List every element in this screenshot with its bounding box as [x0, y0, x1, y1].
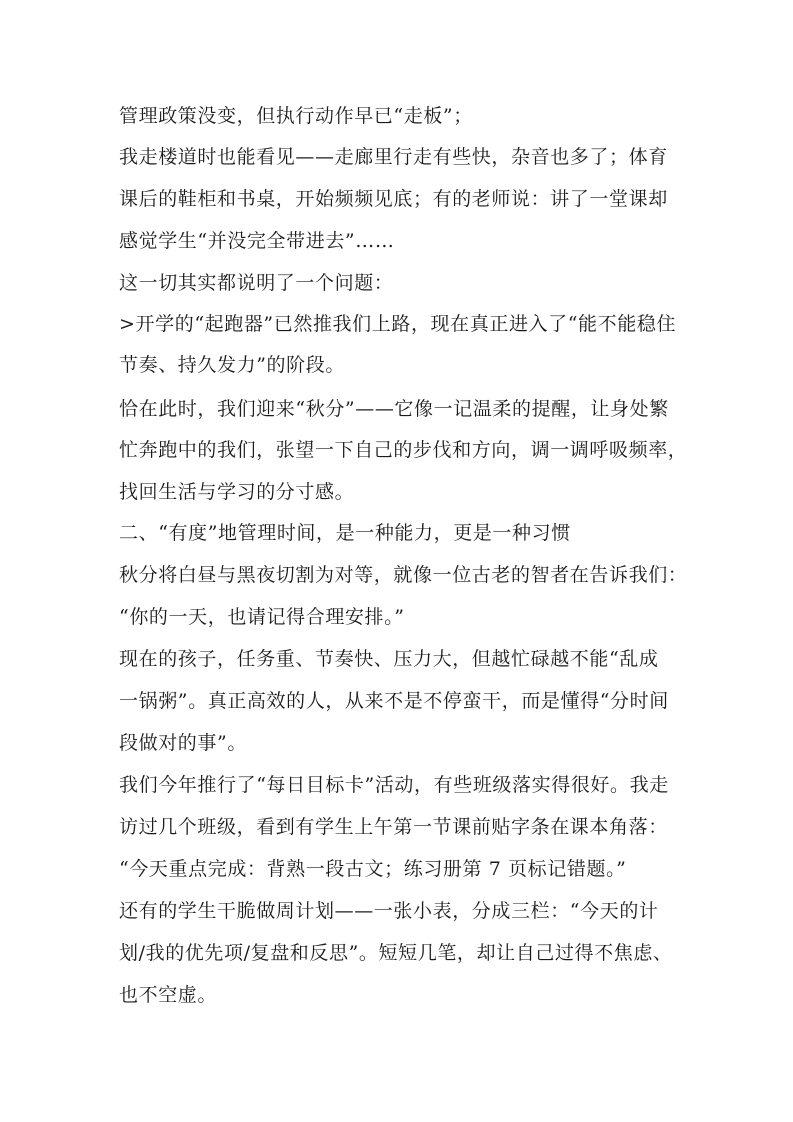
paragraph-line: 段做对的事”。	[119, 732, 247, 754]
paragraph-line: 还有的学生干脆做周计划——一张小表，分成三栏：“今天的计	[119, 900, 659, 922]
paragraph-line: 忙奔跑中的我们，张望一下自己的步伐和方向，调一调呼吸频率，	[119, 439, 688, 461]
paragraph-line: 恰在此时，我们迎来“秋分”——它像一记温柔的提醒，让身处繁	[119, 398, 669, 420]
paragraph-line: 划/我的优先项/复盘和反思”。短短几笔，却让自己过得不焦虑、	[119, 942, 673, 964]
paragraph-line: 管理政策没变，但执行动作早已“走板”；	[119, 105, 473, 127]
paragraph-line: 课后的鞋柜和书桌，开始频频见底；有的老师说：讲了一堂课却	[119, 188, 668, 210]
paragraph-line: “你的一天，也请记得合理安排。”	[119, 606, 405, 628]
paragraph-line: 我们今年推行了“每日目标卡”活动，有些班级落实得很好。我走	[119, 774, 669, 796]
paragraph-line: 找回生活与学习的分寸感。	[119, 481, 355, 503]
paragraph-line: 秋分将白昼与黑夜切割为对等，就像一位古老的智者在告诉我们：	[119, 564, 688, 586]
paragraph-line: 访过几个班级，看到有学生上午第一节课前贴字条在课本角落：	[119, 816, 668, 838]
paragraph-line: 我走楼道时也能看见——走廊里行走有些快，杂音也多了；体育	[119, 146, 668, 168]
paragraph-line: “今天重点完成：背熟一段古文；练习册第 7 页标记错题。”	[119, 858, 627, 880]
paragraph-line: 现在的孩子，任务重、节奏快、压力大，但越忙碌越不能“乱成	[119, 648, 659, 670]
paragraph-line: 一锅粥”。真正高效的人，从来不是不停蛮干，而是懂得“分时间	[119, 690, 669, 712]
paragraph-line: >开学的“起跑器”已然推我们上路，现在真正进入了“能不能稳住	[119, 313, 677, 335]
paragraph-line: 节奏、持久发力”的阶段。	[119, 354, 345, 376]
paragraph-line: 也不空虚。	[119, 984, 218, 1006]
paragraph-line: 这一切其实都说明了一个问题：	[119, 272, 394, 294]
section-heading: 二、“有度”地管理时间，是一种能力，更是一种习惯	[119, 522, 571, 544]
paragraph-line: 感觉学生“并没完全带进去”……	[119, 230, 395, 252]
